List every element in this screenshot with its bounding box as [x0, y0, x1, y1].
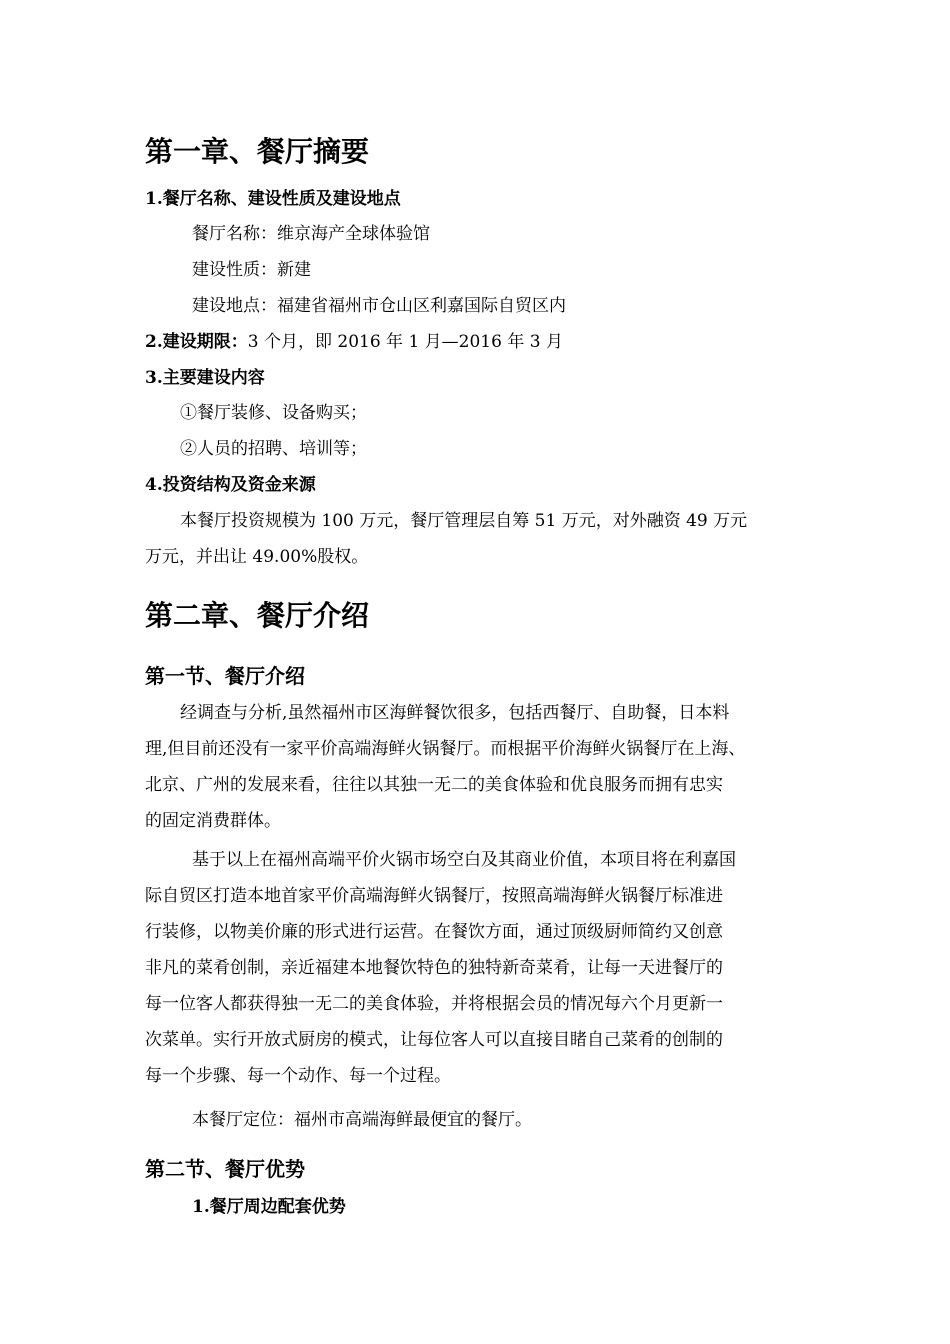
section-4-heading: 4.投资结构及资金来源	[145, 475, 316, 495]
section-3-heading: 3.主要建设内容	[145, 368, 265, 388]
content-item-2: ②人员的招聘、培训等；	[180, 439, 367, 459]
paragraph-line: 经调查与分析,虽然福州市区海鲜餐饮很多，包括西餐厅、自助餐，日本料	[180, 703, 730, 723]
paragraph-line: 非凡的菜肴创制，亲近福建本地餐饮特色的独特新奇菜肴，让每一天进餐厅的	[145, 958, 723, 978]
chapter-2-title: 第二章、餐厅介绍	[145, 599, 370, 632]
construction-period-text: 3 个月，即 2016 年 1 月—2016 年 3 月	[247, 332, 563, 352]
paragraph-line: 每一个步骤、每一个动作、每一个过程。	[145, 1066, 451, 1086]
restaurant-name-line: 餐厅名称：维京海产全球体验馆	[192, 224, 430, 244]
section-1-heading: 1.餐厅名称、建设性质及建设地点	[145, 189, 401, 209]
construction-location-line: 建设地点：福建省福州市仓山区利嘉国际自贸区内	[192, 296, 566, 316]
investment-line-2: 万元，并出让 49.00%股权。	[145, 547, 369, 567]
construction-period-line	[145, 330, 563, 354]
positioning-line: 本餐厅定位：福州市高端海鲜最便宜的餐厅。	[192, 1110, 532, 1130]
investment-line-1: 本餐厅投资规模为 100 万元，餐厅管理层自筹 51 万元，对外融资 49 万元	[180, 511, 748, 531]
section-heading-intro: 第一节、餐厅介绍	[145, 664, 305, 688]
paragraph-line: 每一位客人都获得独一无二的美食体验，并将根据会员的情况每六个月更新一	[145, 994, 723, 1014]
section-heading-advantages: 第二节、餐厅优势	[145, 1157, 305, 1181]
construction-period-label: 2.建设期限：	[145, 332, 248, 352]
paragraph-line: 的固定消费群体。	[145, 811, 281, 831]
chapter-1-title: 第一章、餐厅摘要	[145, 135, 370, 168]
construction-nature-line: 建设性质：新建	[192, 260, 311, 280]
paragraph-line: 北京、广州的发展来看，往往以其独一无二的美食体验和优良服务而拥有忠实	[145, 775, 723, 795]
paragraph-line: 行装修，以物美价廉的形式进行运营。在餐饮方面，通过顶级厨师简约又创意	[145, 922, 723, 942]
content-item-1: ①餐厅装修、设备购买；	[180, 403, 367, 423]
paragraph-line: 理,但目前还没有一家平价高端海鲜火锅餐厅。而根据平价海鲜火锅餐厅在上海、	[145, 739, 746, 759]
paragraph-line: 基于以上在福州高端平价火锅市场空白及其商业价值，本项目将在利嘉国	[192, 850, 736, 870]
paragraph-line: 次菜单。实行开放式厨房的模式，让每位客人可以直接目睹自己菜肴的创制的	[145, 1030, 723, 1050]
subsection-heading-surroundings: 1.餐厅周边配套优势	[192, 1197, 346, 1217]
paragraph-line: 际自贸区打造本地首家平价高端海鲜火锅餐厅，按照高端海鲜火锅餐厅标准进	[145, 886, 723, 906]
